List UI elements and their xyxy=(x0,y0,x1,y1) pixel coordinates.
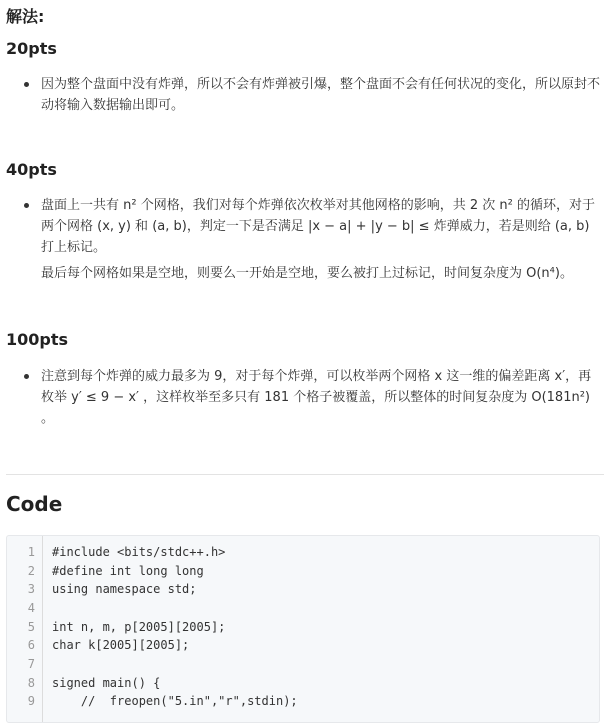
code-line xyxy=(7,618,599,637)
code-text: using namespace std; xyxy=(52,582,197,596)
paragraph-line: 动将输入数据输出即可。 xyxy=(41,98,185,113)
paragraph-line: 两个网格 (x, y) 和 (a, b)，判定一下是否满足 |x − a| + |y − b| ≤ 炸弹威力，若是则给 (a, b) xyxy=(41,219,590,234)
code-text: #define int long long xyxy=(52,564,204,578)
line-number: 9 xyxy=(27,694,35,708)
code-line xyxy=(7,674,599,693)
code-text: char k[2005][2005]; xyxy=(52,638,190,652)
line-number: 2 xyxy=(27,564,35,578)
code-block[interactable] xyxy=(6,535,600,723)
line-number: 7 xyxy=(27,657,35,671)
code-text: // freopen("5.in","r",stdin); xyxy=(52,694,298,708)
line-number: 8 xyxy=(27,676,35,690)
paragraph-line: 因为整个盘面中没有炸弹，所以不会有炸弹被引爆，整个盘面不会有任何状况的变化，所以原封不 xyxy=(41,77,601,92)
bullet-dot xyxy=(24,374,29,379)
paragraph-line: 最后每个网格如果是空地，则要么一开始是空地，要么被打上过标记，时间复杂度为 O(n⁴)。 xyxy=(41,266,573,281)
section-divider xyxy=(6,474,604,475)
code-line xyxy=(7,636,599,655)
line-number: 4 xyxy=(27,601,35,615)
code-line xyxy=(7,599,599,618)
code-line xyxy=(7,692,599,711)
code-line xyxy=(7,655,599,674)
paragraph-line: 注意到每个炸弹的威力最多为 9，对于每个炸弹，可以枚举两个网格 x 这一维的偏差距离 x′，再 xyxy=(41,369,592,384)
line-number: 1 xyxy=(27,545,35,559)
section-title-40pts: 40pts xyxy=(6,160,57,179)
code-line xyxy=(7,543,599,562)
code-text: int n, m, p[2005][2005]; xyxy=(52,620,226,634)
code-text: signed main() { xyxy=(52,676,161,690)
line-number: 6 xyxy=(27,638,35,652)
paragraph-line: 。 xyxy=(41,411,55,426)
code-line xyxy=(7,562,599,581)
code-text: #include <bits/stdc++.h> xyxy=(52,545,226,559)
bullet-dot xyxy=(24,82,29,87)
paragraph-line: 盘面上一共有 n² 个网格，我们对每个炸弹依次枚举对其他网格的影响，共 2 次 n² 的循环，对于 xyxy=(41,198,595,213)
section-title-20pts: 20pts xyxy=(6,39,57,58)
code-heading: Code xyxy=(6,492,63,516)
section-title-100pts: 100pts xyxy=(6,330,69,349)
paragraph-line: 枚举 y′ ≤ 9 − x′ ，这样枚举至多只有 181 个格子被覆盖，所以整体的时间复杂度为 O(181n²) xyxy=(41,390,590,405)
code-line xyxy=(7,580,599,599)
bullet-dot xyxy=(24,203,29,208)
solution-heading: 解法: xyxy=(6,7,45,26)
line-number: 3 xyxy=(27,582,35,596)
line-number: 5 xyxy=(27,620,35,634)
paragraph-line: 打上标记。 xyxy=(41,240,107,255)
